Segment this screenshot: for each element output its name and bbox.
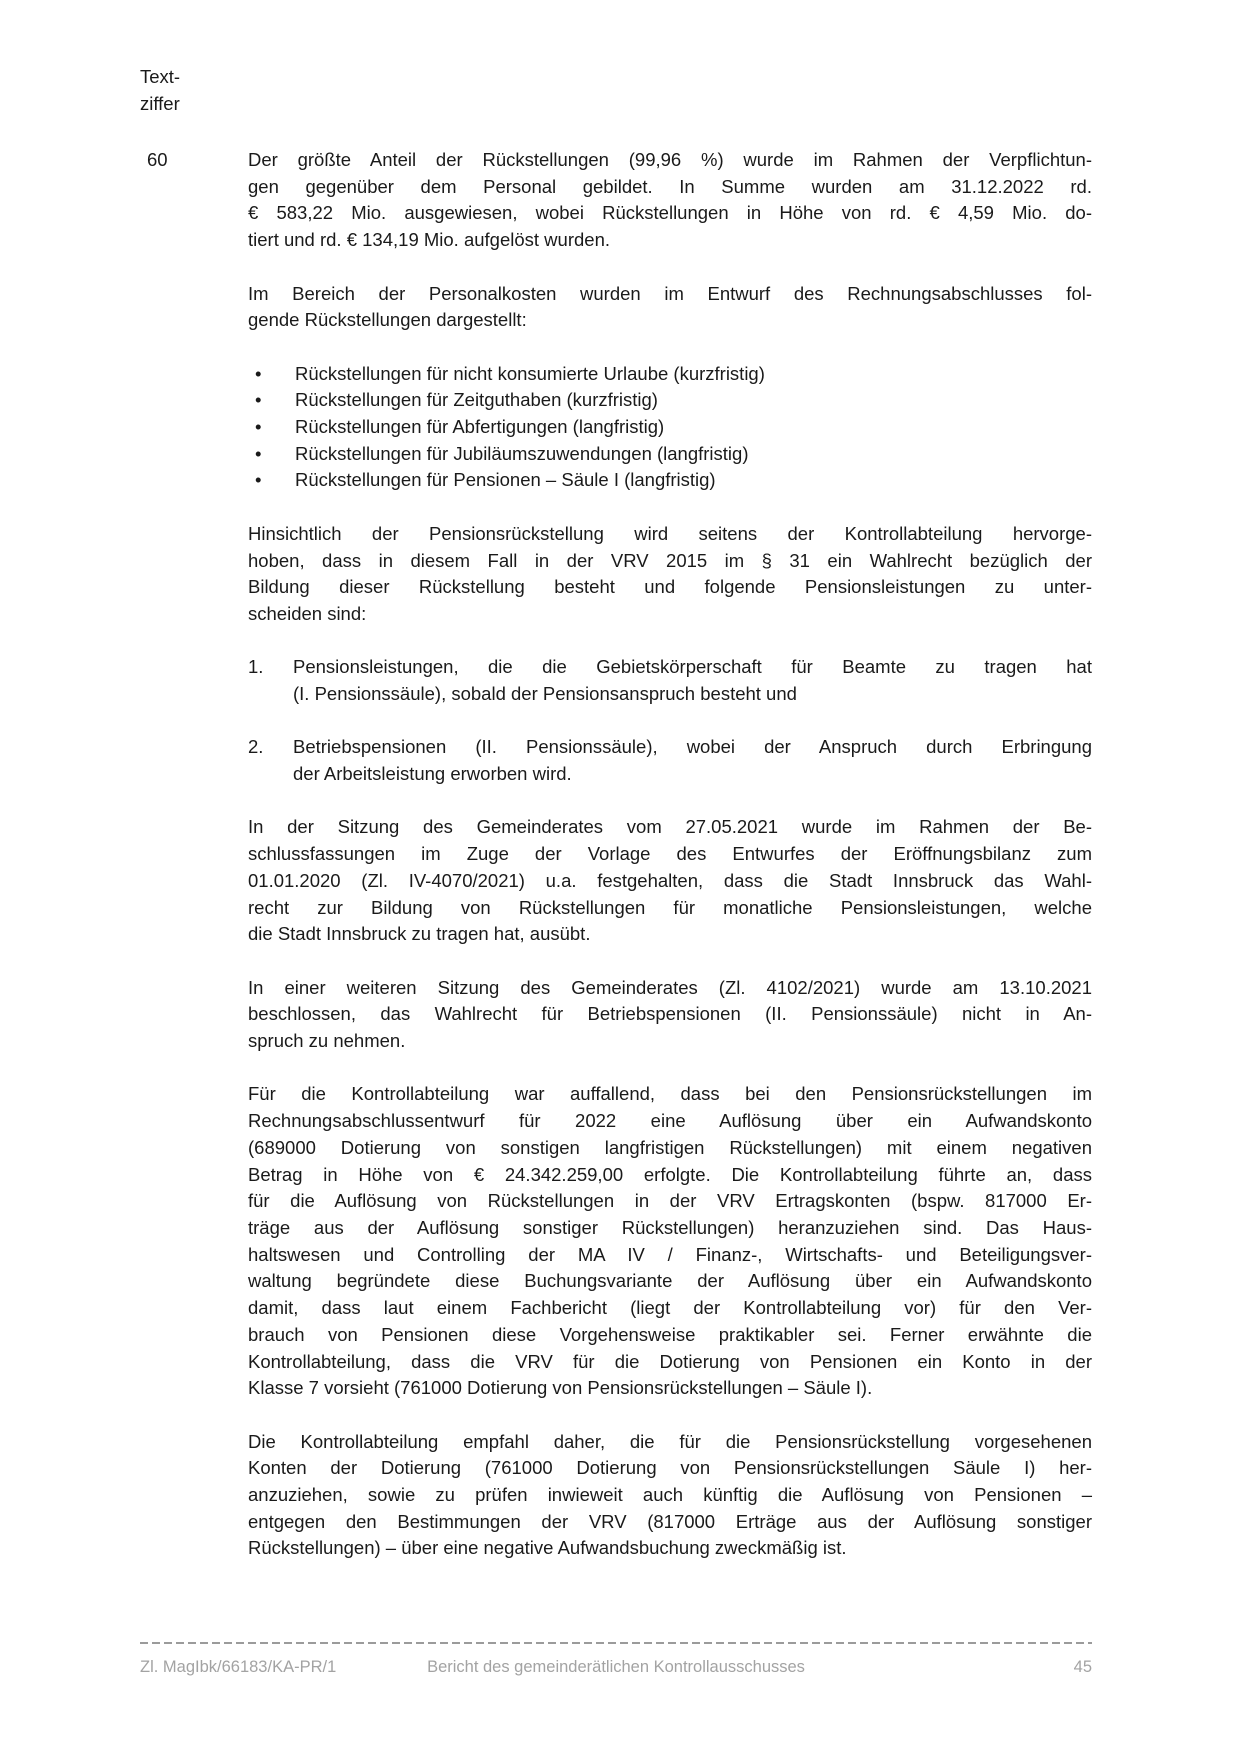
footer-divider — [140, 1642, 1092, 1644]
list-item — [248, 361, 1092, 388]
text-line: In der Sitzung des Gemeinderates vom 27.05.2021 wurde im Rahmen der Be- — [248, 816, 1092, 838]
text-line: damit, dass laut einem Fachbericht (liegt der Kontrollabteilung vor) für den Ver- — [248, 1297, 1092, 1319]
item-text — [293, 654, 1092, 707]
text-line: spruch zu nehmen. — [248, 1030, 406, 1052]
text-line: (I. Pensionssäule), sobald der Pensionsanspruch besteht und — [293, 683, 797, 704]
text-line: Rechnungsabschlussentwurf für 2022 eine Auflösung über ein Aufwandskonto — [248, 1110, 1092, 1132]
paragraph — [248, 521, 1092, 628]
paragraph — [248, 1429, 1092, 1563]
item-number: 1. — [248, 656, 264, 678]
paragraph — [248, 281, 1092, 334]
footer-title: Bericht des gemeinderätlichen Kontrollausschusses — [427, 1658, 805, 1676]
paragraph — [248, 814, 1092, 948]
bullet-icon: • — [255, 416, 262, 437]
footer-reference: Zl. MagIbk/66183/KA-PR/1 — [140, 1658, 337, 1676]
text-line: anzuziehen, sowie zu prüfen inwieweit auch künftig die Auflösung von Pensionen – — [248, 1484, 1092, 1506]
paragraph — [248, 147, 1092, 254]
text-line: der Arbeitsleistung erworben wird. — [293, 763, 572, 785]
page-footer — [140, 1642, 1092, 1678]
list-item — [248, 467, 1092, 494]
paragraph — [248, 975, 1092, 1055]
footer-page-number: 45 — [1073, 1658, 1092, 1676]
text-line: hoben, dass in diesem Fall in der VRV 2015 im § 31 ein Wahlrecht bezüglich der — [248, 549, 1092, 571]
text-line: Für die Kontrollabteilung war auffallend, dass bei den Pensionsrückstellungen im — [248, 1083, 1092, 1105]
text-line: Rückstellungen) – über eine negative Aufwandsbuchung zweckmäßig ist. — [248, 1537, 847, 1559]
text-line: Die Kontrollabteilung empfahl daher, die für die Pensionsrückstellung vorgesehenen — [248, 1430, 1092, 1452]
text-line: Bildung dieser Rückstellung besteht und folgende Pensionsleistungen zu unter- — [248, 576, 1092, 598]
textziffer-header-line2: ziffer — [140, 92, 180, 114]
bullet-text: Rückstellungen für Pensionen – Säule I (langfristig) — [295, 469, 716, 491]
document-body — [248, 147, 1092, 1589]
text-line: 01.01.2020 (Zl. IV-4070/2021) u.a. festgehalten, dass die Stadt Innsbruck das Wahl- — [248, 869, 1092, 891]
text-line: die Stadt Innsbruck zu tragen hat, ausübt. — [248, 923, 591, 945]
bullet-icon: • — [255, 469, 262, 491]
numbered-list — [248, 654, 1092, 788]
text-line: beschlossen, das Wahlrecht für Betriebspensionen (II. Pensionssäule) nicht in An- — [248, 1003, 1092, 1025]
text-line: gen gegenüber dem Personal gebildet. In Summe wurden am 31.12.2022 rd. — [248, 175, 1092, 197]
numbered-item — [248, 734, 1092, 787]
text-line: waltung begründete diese Buchungsvariante der Auflösung über ein Aufwandskonto — [248, 1270, 1092, 1292]
text-line: Pensionsleistungen, die die Gebietskörperschaft für Beamte zu tragen hat — [293, 656, 1092, 678]
text-line: (689000 Dotierung von sonstigen langfristigen Rückstellungen) mit einem negativen — [248, 1136, 1092, 1158]
text-line: Kontrollabteilung, dass die VRV für die Dotierung von Pensionen ein Konto in der — [248, 1350, 1092, 1372]
numbered-item — [248, 654, 1092, 707]
text-line: Klasse 7 vorsieht (761000 Dotierung von Pensionsrückstellungen – Säule I). — [248, 1377, 873, 1399]
textziffer-header — [140, 64, 180, 117]
text-line: recht zur Bildung von Rückstellungen für monatliche Pensionsleistungen, welche — [248, 896, 1092, 918]
text-line: brauch von Pensionen diese Vorgehensweise praktikabler sei. Ferner erwähnte die — [248, 1323, 1092, 1345]
text-line: schlussfassungen im Zuge der Vorlage des Entwurfes der Eröffnungsbilanz zum — [248, 843, 1092, 865]
text-line: scheiden sind: — [248, 602, 367, 624]
text-line: tiert und rd. € 134,19 Mio. aufgelöst wurden. — [248, 229, 610, 251]
textziffer-number: 60 — [147, 149, 168, 170]
bullet-icon: • — [255, 389, 262, 411]
text-line: Betrag in Höhe von € 24.342.259,00 erfolgte. Die Kontrollabteilung führte an, dass — [248, 1163, 1092, 1185]
text-line: haltswesen und Controlling der MA IV / Finanz-, Wirtschafts- und Beteiligungsver- — [248, 1243, 1092, 1265]
footer-row — [140, 1656, 1092, 1678]
text-line: Konten der Dotierung (761000 Dotierung von Pensionsrückstellungen Säule I) her- — [248, 1457, 1092, 1479]
bullet-text: Rückstellungen für Abfertigungen (langfristig) — [295, 416, 665, 437]
text-line: gende Rückstellungen dargestellt: — [248, 309, 527, 331]
item-number: 2. — [248, 736, 264, 758]
text-line: € 583,22 Mio. ausgewiesen, wobei Rückstellungen in Höhe von rd. € 4,59 Mio. do- — [248, 202, 1092, 224]
list-item — [248, 441, 1092, 468]
list-item — [248, 414, 1092, 441]
text-line: Betriebspensionen (II. Pensionssäule), wobei der Anspruch durch Erbringung — [293, 736, 1092, 758]
bullet-text: Rückstellungen für Zeitguthaben (kurzfristig) — [295, 389, 658, 411]
bullet-text: Rückstellungen für nicht konsumierte Urlaube (kurzfristig) — [295, 362, 765, 384]
bullet-text: Rückstellungen für Jubiläumszuwendungen (langfristig) — [295, 442, 749, 464]
list-item — [248, 387, 1092, 414]
text-line: In einer weiteren Sitzung des Gemeinderates (Zl. 4102/2021) wurde am 13.10.2021 — [248, 976, 1092, 998]
bullet-icon: • — [255, 442, 262, 464]
text-line: Im Bereich der Personalkosten wurden im Entwurf des Rechnungsabschlusses fol- — [248, 282, 1092, 304]
item-text — [293, 734, 1092, 787]
text-line: träge aus der Auflösung sonstiger Rückstellungen) heranzuziehen sind. Das Haus- — [248, 1217, 1092, 1238]
text-line: Der größte Anteil der Rückstellungen (99,96 %) wurde im Rahmen der Verpflichtun- — [248, 149, 1092, 170]
text-line: Hinsichtlich der Pensionsrückstellung wird seitens der Kontrollabteilung hervorge- — [248, 522, 1092, 544]
bullet-icon: • — [255, 362, 262, 384]
bullet-list — [248, 361, 1092, 495]
text-line: für die Auflösung von Rückstellungen in der VRV Ertragskonten (bspw. 817000 Er- — [248, 1190, 1092, 1212]
text-line: entgegen den Bestimmungen der VRV (817000 Erträge aus der Auflösung sonstiger — [248, 1510, 1092, 1532]
paragraph — [248, 1081, 1092, 1401]
textziffer-header-line1: Text- — [140, 66, 181, 87]
